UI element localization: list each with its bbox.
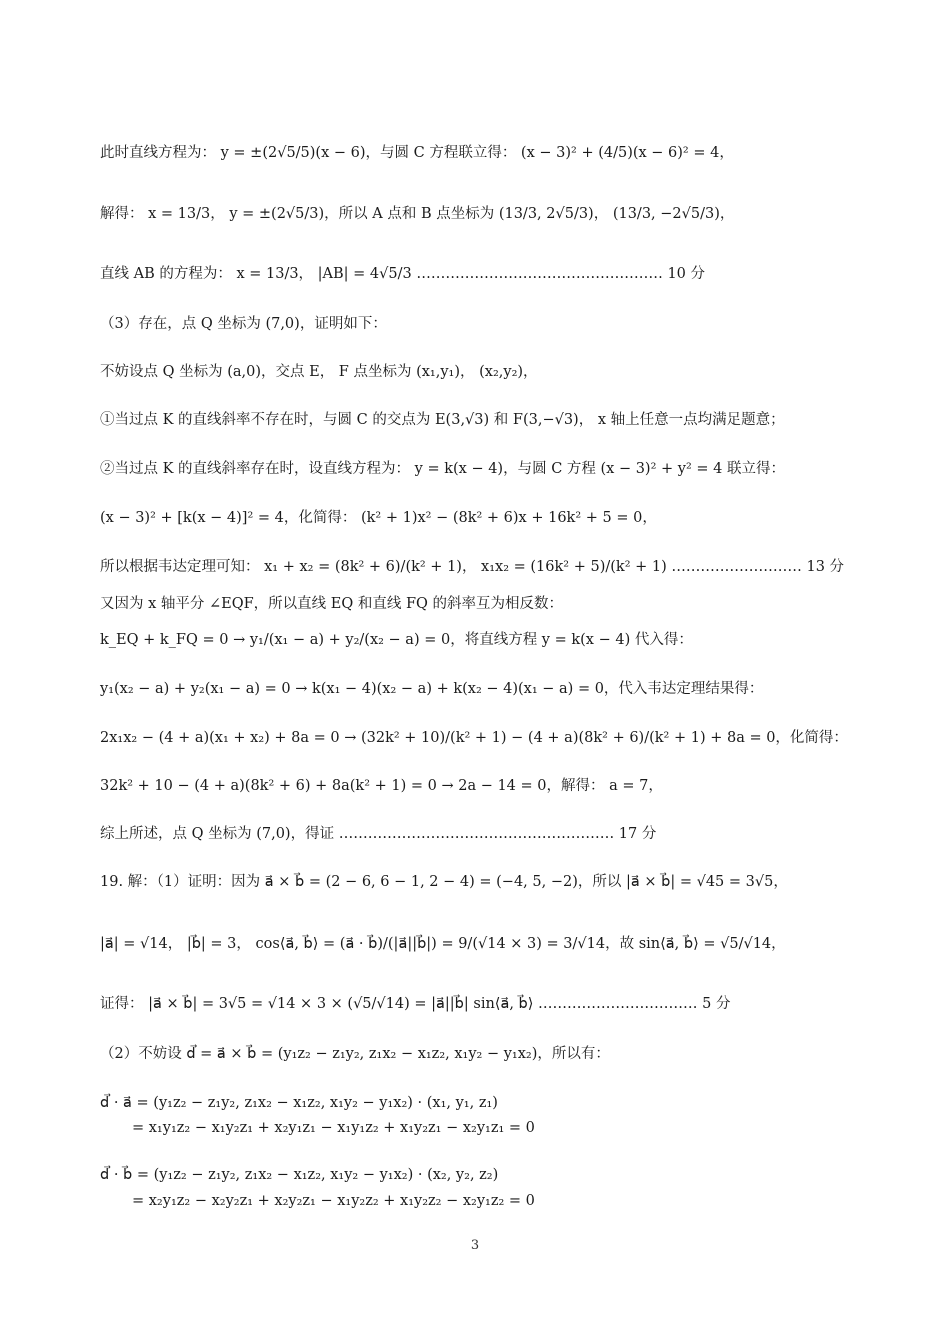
d-dot-a-result: = x₁y₁z₂ − x₁y₂z₁ + x₂y₁z₁ − x₁y₁z₂ + x₁y₂z₁ − x₂y₁z₁ = 0 <box>132 1120 535 1136</box>
conclusion-line: 综上所述，点 Q 坐标为 (7,0)，得证 ………………………………………………… 17 分 <box>100 826 657 842</box>
substitute-line: y₁(x₂ − a) + y₂(x₁ − a) = 0 → k(x₁ − 4)(x₂ − a) + k(x₂ − 4)(x₁ − a) = 0，代入韦达定理结果得： <box>100 681 764 697</box>
proof-line: 证得： |a⃗ × b⃗| = 3√5 = √14 × 3 × (√5/√14) = |a⃗||b⃗| sin⟨a⃗, b⃗⟩ …………………………… 5 分 <box>100 996 731 1012</box>
d-dot-a-line: d⃗ · a⃗ = (y₁z₂ − z₁y₂, z₁x₂ − x₁z₂, x₁y₂ − y₁x₂) · (x₁, y₁, z₁) <box>100 1095 498 1111</box>
solution-line-points-ab: 解得： x = 13/3， y = ±(2√5/3)，所以 A 点和 B 点坐标为 (13/3, 2√5/3)， (13/3, −2√5/3)， <box>100 206 735 222</box>
vieta-line: 所以根据韦达定理可知： x₁ + x₂ = (8k² + 6)/(k² + 1)， x₁x₂ = (16k² + 5)/(k² + 1) ……………………… 13 分 <box>100 559 845 575</box>
solution-line-ab-length: 直线 AB 的方程为： x = 13/3， |AB| = 4√5/3 …………………………………………… 10 分 <box>100 266 706 282</box>
solution-line-circle-system: 此时直线方程为： y = ±(2√5/5)(x − 6)，与圆 C 方程联立得： (x − 3)² + (4/5)(x − 6)² = 4， <box>100 145 734 161</box>
bisector-line: 又因为 x 轴平分 ∠EQF，所以直线 EQ 和直线 FQ 的斜率互为相反数： <box>100 596 564 612</box>
case1-line: ①当过点 K 的直线斜率不存在时，与圆 C 的交点为 E(3,√3) 和 F(3,−√3)， x 轴上任意一点均满足题意； <box>100 412 785 428</box>
part3-assumption: 不妨设点 Q 坐标为 (a,0)，交点 E， F 点坐标为 (x₁,y₁)， (x₂,y₂)， <box>100 364 538 380</box>
case2-line: ②当过点 K 的直线斜率存在时，设直线方程为： y = k(x − 4)，与圆 C 方程 (x − 3)² + y² = 4 联立得： <box>100 461 785 477</box>
d-dot-b-line: d⃗ · b⃗ = (y₁z₂ − z₁y₂, z₁x₂ − x₁z₂, x₁y₂ − y₁x₂) · (x₂, y₂, z₂) <box>100 1167 499 1183</box>
simplify-line: (x − 3)² + [k(x − 4)]² = 4，化简得： (k² + 1)x² − (8k² + 6)x + 16k² + 5 = 0， <box>100 510 657 526</box>
d-dot-b-result: = x₂y₁z₂ − x₂y₂z₁ + x₂y₂z₁ − x₁y₂z₂ + x₁y₂z₂ − x₂y₁z₂ = 0 <box>132 1193 535 1209</box>
part2-heading: （2）不妨设 d⃗ = a⃗ × b⃗ = (y₁z₂ − z₁y₂, z₁x₂ − x₁z₂, x₁y₂ − y₁x₂)，所以有： <box>100 1046 610 1062</box>
cos-sin-line: |a⃗| = √14， |b⃗| = 3， cos⟨a⃗, b⃗⟩ = (a⃗ · b⃗)/(|a⃗||b⃗|) = 9/(√14 × 3) = 3/√14，故 sin⟨a⃗, b⃗⟩ = √5/√14， <box>100 936 786 952</box>
part3-heading: （3）存在，点 Q 坐标为 (7,0)，证明如下： <box>100 316 387 332</box>
problem19-line: 19. 解：（1）证明：因为 a⃗ × b⃗ = (2 − 6, 6 − 1, 2 − 4) = (−4, 5, −2)，所以 |a⃗ × b⃗| = √45 = 3√5， <box>100 874 788 890</box>
page-number: 3 <box>470 1238 480 1253</box>
expand-line: 2x₁x₂ − (4 + a)(x₁ + x₂) + 8a = 0 → (32k² + 10)/(k² + 1) − (4 + a)(8k² + 6)/(k² + 1) + 8a = 0，化简得： <box>100 730 848 746</box>
solve-a-line: 32k² + 10 − (4 + a)(8k² + 6) + 8a(k² + 1) = 0 → 2a − 14 = 0，解得： a = 7， <box>100 778 663 794</box>
slope-sum-line: k_EQ + k_FQ = 0 → y₁/(x₁ − a) + y₂/(x₂ − a) = 0，将直线方程 y = k(x − 4) 代入得： <box>100 632 693 648</box>
